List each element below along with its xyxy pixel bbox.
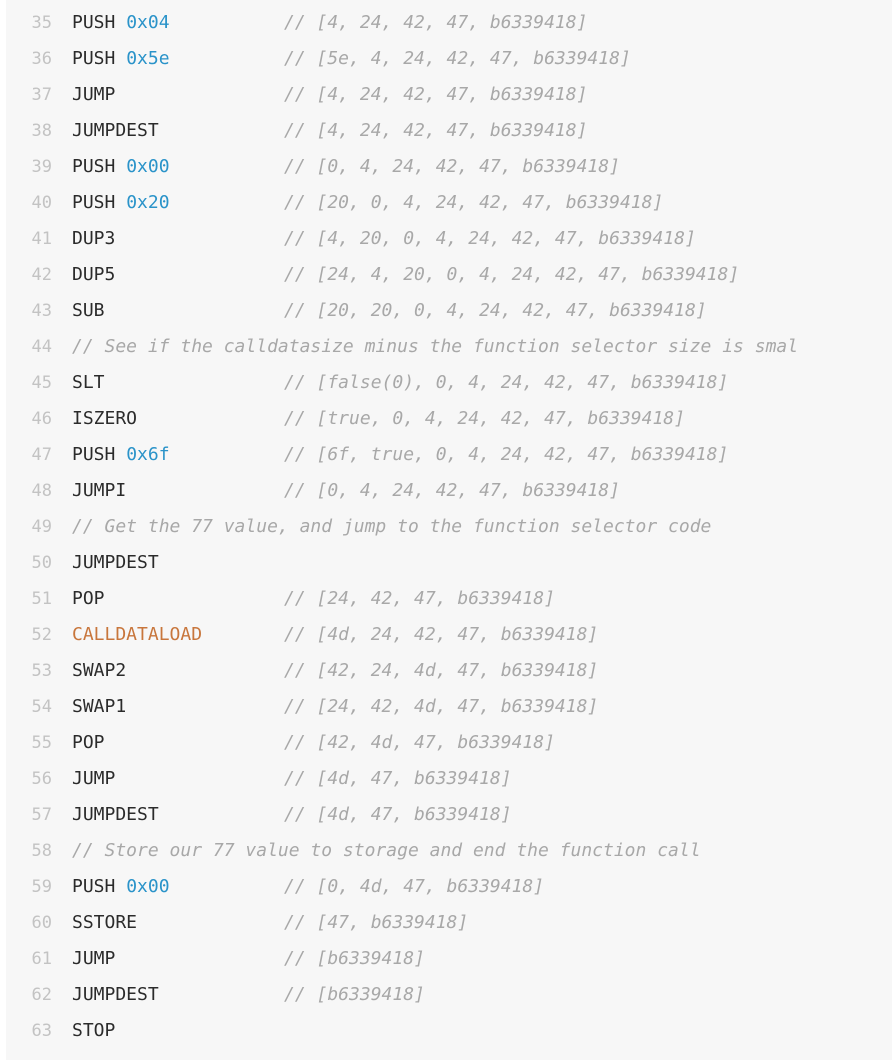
instruction xyxy=(72,365,105,401)
line-number: 46 xyxy=(31,409,52,429)
stack-comment: // [4, 24, 42, 47, b6339418] xyxy=(284,84,588,105)
opcode: DUP5 xyxy=(72,264,116,285)
code-line xyxy=(6,41,892,77)
opcode: SWAP2 xyxy=(72,660,127,681)
code-line xyxy=(6,365,892,401)
stack-comment: // [b6339418] xyxy=(284,984,425,1005)
opcode: STOP xyxy=(72,1020,116,1041)
opcode: JUMP xyxy=(72,84,116,105)
opcode: JUMPDEST xyxy=(72,120,159,141)
line-number: 61 xyxy=(31,949,52,969)
stack-comment: // [4d, 47, b6339418] xyxy=(284,768,512,789)
code-line xyxy=(6,473,892,509)
opcode: SUB xyxy=(72,300,105,321)
stack-comment: // [6f, true, 0, 4, 24, 42, 47, b6339418] xyxy=(284,444,729,465)
code-line xyxy=(6,941,892,977)
opcode: POP xyxy=(72,588,105,609)
instruction xyxy=(72,941,115,977)
code-line xyxy=(6,329,892,365)
code-line xyxy=(6,977,892,1013)
code-line xyxy=(6,833,892,869)
stack-comment: // [4, 24, 42, 47, b6339418] xyxy=(284,12,588,33)
code-line xyxy=(6,77,892,113)
stack-comment: // [24, 4, 20, 0, 4, 24, 42, 47, b6339418] xyxy=(284,264,740,285)
line-number: 53 xyxy=(31,661,52,681)
code-line xyxy=(6,905,892,941)
instruction xyxy=(72,77,115,113)
code-line xyxy=(6,1013,892,1049)
stack-comment: // [0, 4, 24, 42, 47, b6339418] xyxy=(284,156,620,177)
instruction xyxy=(72,653,126,689)
code-line xyxy=(6,653,892,689)
instruction xyxy=(72,185,170,221)
opcode: SWAP1 xyxy=(72,696,127,717)
line-number: 62 xyxy=(31,985,52,1005)
stack-comment: // [24, 42, 47, b6339418] xyxy=(284,588,555,609)
line-number: 49 xyxy=(31,517,52,537)
opcode: PUSH xyxy=(72,876,116,897)
stack-comment: // [4d, 24, 42, 47, b6339418] xyxy=(284,624,599,645)
instruction xyxy=(72,473,126,509)
opcode-argument: 0x04 xyxy=(126,12,170,33)
opcode: JUMPDEST xyxy=(72,984,159,1005)
opcode: PUSH xyxy=(72,156,116,177)
opcode-argument: 0x00 xyxy=(126,876,170,897)
stack-comment: // [4d, 47, b6339418] xyxy=(284,804,512,825)
line-number: 40 xyxy=(31,193,52,213)
line-number: 47 xyxy=(31,445,52,465)
line-number: 56 xyxy=(31,769,52,789)
line-number: 54 xyxy=(31,697,52,717)
line-number: 60 xyxy=(31,913,52,933)
stack-comment: // [0, 4, 24, 42, 47, b6339418] xyxy=(284,480,620,501)
instruction xyxy=(72,617,202,653)
instruction xyxy=(72,905,137,941)
instruction xyxy=(72,5,170,41)
opcode: POP xyxy=(72,732,105,753)
line-number: 50 xyxy=(31,553,52,573)
code-line xyxy=(6,401,892,437)
instruction xyxy=(72,581,105,617)
code-line xyxy=(6,437,892,473)
line-number: 42 xyxy=(31,265,52,285)
instruction xyxy=(72,437,170,473)
opcode-argument: 0x6f xyxy=(126,444,170,465)
line-number: 55 xyxy=(31,733,52,753)
opcode: ISZERO xyxy=(72,408,138,429)
instruction xyxy=(72,1013,115,1049)
comment-line: // Get the 77 value, and jump to the function selector code xyxy=(72,516,712,537)
code-line xyxy=(6,5,892,41)
code-line xyxy=(6,689,892,725)
opcode: JUMP xyxy=(72,948,116,969)
code-line xyxy=(6,797,892,833)
line-number: 39 xyxy=(31,157,52,177)
opcode: JUMPDEST xyxy=(72,804,159,825)
line-number: 59 xyxy=(31,877,52,897)
code-line xyxy=(6,221,892,257)
stack-comment: // [0, 4d, 47, b6339418] xyxy=(284,876,545,897)
stack-comment: // [24, 42, 4d, 47, b6339418] xyxy=(284,696,599,717)
stack-comment: // [20, 0, 4, 24, 42, 47, b6339418] xyxy=(284,192,664,213)
line-number: 45 xyxy=(31,373,52,393)
instruction xyxy=(72,977,159,1013)
opcode: PUSH xyxy=(72,192,116,213)
line-number: 36 xyxy=(31,49,52,69)
opcode: JUMPDEST xyxy=(72,552,159,573)
opcode: DUP3 xyxy=(72,228,116,249)
code-line xyxy=(6,869,892,905)
code-lines xyxy=(6,5,892,1049)
code-line xyxy=(6,725,892,761)
instruction xyxy=(72,401,137,437)
opcode: SLT xyxy=(72,372,105,393)
code-block xyxy=(6,0,892,1060)
stack-comment: // [42, 24, 4d, 47, b6339418] xyxy=(284,660,599,681)
instruction xyxy=(72,293,105,329)
stack-comment: // [b6339418] xyxy=(284,948,425,969)
opcode-argument: 0x5e xyxy=(126,48,170,69)
code-line xyxy=(6,545,892,581)
instruction xyxy=(72,41,170,77)
line-number: 48 xyxy=(31,481,52,501)
line-number: 35 xyxy=(31,13,52,33)
line-number: 44 xyxy=(31,337,52,357)
opcode: PUSH xyxy=(72,48,116,69)
instruction xyxy=(72,257,115,293)
code-line xyxy=(6,509,892,545)
instruction xyxy=(72,149,170,185)
code-line xyxy=(6,113,892,149)
stack-comment: // [false(0), 0, 4, 24, 42, 47, b6339418] xyxy=(284,372,729,393)
stack-comment: // [4, 24, 42, 47, b6339418] xyxy=(284,120,588,141)
opcode: PUSH xyxy=(72,444,116,465)
instruction xyxy=(72,689,126,725)
stack-comment: // [20, 20, 0, 4, 24, 42, 47, b6339418] xyxy=(284,300,707,321)
line-number: 43 xyxy=(31,301,52,321)
instruction xyxy=(72,221,115,257)
comment-line: // Store our 77 value to storage and end the function call xyxy=(72,840,701,861)
opcode: CALLDATALOAD xyxy=(72,624,203,645)
line-number: 37 xyxy=(31,85,52,105)
opcode: SSTORE xyxy=(72,912,138,933)
comment-line: // See if the calldatasize minus the function selector size is smal xyxy=(72,336,799,357)
code-line xyxy=(6,293,892,329)
code-line xyxy=(6,149,892,185)
code-line xyxy=(6,581,892,617)
stack-comment: // [42, 4d, 47, b6339418] xyxy=(284,732,555,753)
stack-comment: // [4, 20, 0, 4, 24, 42, 47, b6339418] xyxy=(284,228,696,249)
code-line xyxy=(6,761,892,797)
instruction xyxy=(72,869,170,905)
stack-comment: // [47, b6339418] xyxy=(284,912,469,933)
line-number: 63 xyxy=(31,1021,52,1041)
code-line xyxy=(6,185,892,221)
opcode: JUMP xyxy=(72,768,116,789)
line-number: 38 xyxy=(31,121,52,141)
stack-comment: // [5e, 4, 24, 42, 47, b6339418] xyxy=(284,48,631,69)
code-line xyxy=(6,257,892,293)
line-number: 58 xyxy=(31,841,52,861)
line-number: 52 xyxy=(31,625,52,645)
line-number: 41 xyxy=(31,229,52,249)
instruction xyxy=(72,113,159,149)
opcode-argument: 0x20 xyxy=(126,192,170,213)
instruction xyxy=(72,545,159,581)
instruction xyxy=(72,725,105,761)
opcode-argument: 0x00 xyxy=(126,156,170,177)
stack-comment: // [true, 0, 4, 24, 42, 47, b6339418] xyxy=(284,408,685,429)
instruction xyxy=(72,797,159,833)
opcode: PUSH xyxy=(72,12,116,33)
opcode: JUMPI xyxy=(72,480,127,501)
instruction xyxy=(72,761,115,797)
line-number: 57 xyxy=(31,805,52,825)
line-number: 51 xyxy=(31,589,52,609)
code-line xyxy=(6,617,892,653)
